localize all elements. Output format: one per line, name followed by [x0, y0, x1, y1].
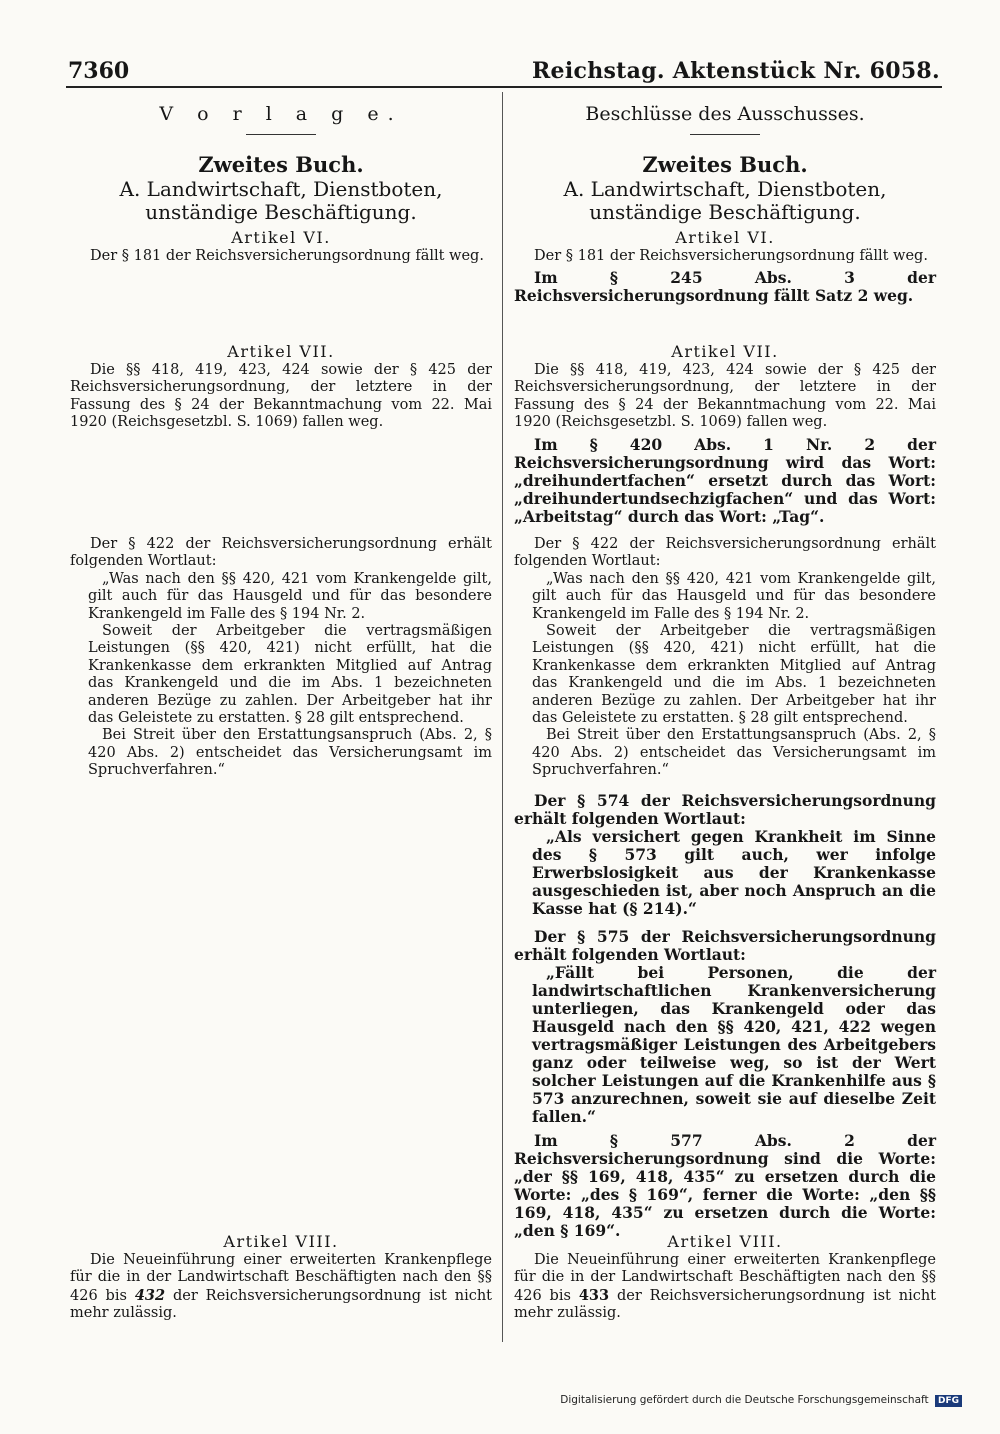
article-8-number: 433 — [578, 1286, 610, 1304]
book-block — [514, 152, 936, 305]
article-8-text — [514, 1252, 936, 1323]
p574-intro: Der § 574 der Reichsversicherungsordnung erhält folgenden Wortlaut: — [514, 791, 936, 828]
title-rule — [246, 134, 316, 135]
section-heading: A. Landwirtschaft, Dienstboten, unständige Beschäftigung. — [563, 177, 887, 224]
column-title: Beschlüsse des Ausschusses. — [585, 103, 865, 125]
article-8-number: 432 — [134, 1286, 166, 1304]
article-8-text — [70, 1252, 492, 1323]
article-8-title: Artikel VIII. — [667, 1232, 783, 1251]
dfg-logo: DFG — [935, 1395, 962, 1407]
p575-intro: Der § 575 der Reichsversicherungsordnung erhält folgenden Wortlaut: — [514, 927, 936, 964]
article-8-text-a: Die Neueinführung einer erweiterten Krankenpflege für die in der Landwirtschaft Beschäftigten nach den §§ 426 bis — [514, 1252, 936, 1304]
column-divider — [502, 92, 503, 1342]
p577-text: Im § 577 Abs. 2 der Reichsversicherungsordnung sind die Worte: „der §§ 169, 418, 435“ zu ersetzen durch die Worte: „des § 169“, ferner die Worte: „den §§ 169, 418, 435“ zu ersetzen durch die Worte: „den § 169“. — [514, 1131, 936, 1240]
article-7-block — [514, 342, 936, 526]
p422-intro: Der § 422 der Reichsversicherungsordnung erhält folgenden Wortlaut: — [514, 536, 936, 570]
article-6-title: Artikel VI. — [231, 228, 331, 247]
paragraph-422-block — [514, 536, 936, 780]
paragraph-577-block — [514, 1132, 936, 1240]
running-title: Reichstag. Aktenstück Nr. 6058. — [531, 58, 940, 84]
article-7-text: Die §§ 418, 419, 423, 424 sowie der § 425 der Reichsversicherungsordnung, der letztere in der Fassung des § 24 der Bekanntmachung vom 22. Mai 1920 (Reichsgesetzbl. S. 1069) fallen weg. — [514, 362, 936, 431]
paragraph-575-block — [514, 928, 936, 1126]
article-8-block — [514, 1232, 936, 1323]
book-heading: Zweites Buch. — [642, 152, 808, 177]
page-number: 7360 — [68, 58, 130, 84]
article-8-text-b: der Reichsversicherungsordnung ist nicht mehr zulässig. — [514, 1287, 937, 1322]
article-8-text-b: der Reichsversicherungsordnung ist nicht mehr zulässig. — [70, 1287, 493, 1322]
header-rule — [66, 86, 942, 88]
article-8-block — [70, 1232, 492, 1323]
article-6-title: Artikel VI. — [675, 228, 775, 247]
article-8-title: Artikel VIII. — [223, 1232, 339, 1251]
article-8-text-a: Die Neueinführung einer erweiterten Krankenpflege für die in der Landwirtschaft Beschäftigten nach den §§ 426 bis — [70, 1252, 492, 1304]
left-column-head — [70, 102, 492, 135]
page-header — [68, 58, 940, 84]
article-6-text: Der § 181 der Reichsversicherungsordnung fällt weg. — [90, 248, 484, 264]
article-7-amendment: Im § 420 Abs. 1 Nr. 2 der Reichsversicherungsordnung wird das Wort: „dreihundertfachen“ ersetzt durch das Wort: „dreihundertundsechzigfachen“ und das Wort: „Arbeitstag“ durch das Wort: „Tag“. — [514, 434, 936, 526]
column-title: V o r l a g e. — [159, 103, 403, 125]
p422-intro: Der § 422 der Reichsversicherungsordnung erhält folgenden Wortlaut: — [70, 536, 492, 570]
p422-quote-1: „Was nach den §§ 420, 421 vom Krankengelde gilt, gilt auch für das Hausgeld und für das besondere Krankengeld im Falle des § 194 Nr. 2. — [532, 570, 936, 622]
book-block — [70, 152, 492, 265]
article-6-amendment: Im § 245 Abs. 3 der Reichsversicherungsordnung fällt Satz 2 weg. — [514, 268, 936, 306]
paragraph-574-block — [514, 792, 936, 918]
p422-quote-1: „Was nach den §§ 420, 421 vom Krankengelde gilt, gilt auch für das Hausgeld und für das besondere Krankengeld im Falle des § 194 Nr. 2. — [88, 570, 492, 622]
title-rule — [690, 134, 760, 135]
article-7-title: Artikel VII. — [671, 342, 779, 361]
article-7-block — [70, 342, 492, 432]
p574-quote: „Als versichert gegen Krankheit im Sinne des § 573 gilt auch, wer infolge Erwerbslosigkeit aus der Krankenkasse ausgeschieden ist, aber noch Anspruch an die Kasse hat (§ 214).“ — [532, 827, 936, 918]
book-heading: Zweites Buch. — [198, 152, 364, 177]
credit-text: Digitalisierung gefördert durch die Deutsche Forschungsgemeinschaft — [560, 1394, 929, 1406]
right-column-head — [514, 102, 936, 135]
p422-quote-3: Bei Streit über den Erstattungsanspruch (Abs. 2, § 420 Abs. 2) entscheidet das Versicherungsamt im Spruchverfahren.“ — [88, 727, 492, 779]
p422-quote-2: Soweit der Arbeitgeber die vertragsmäßigen Leistungen (§§ 420, 421) nicht erfüllt, hat die Krankenkasse dem erkrankten Mitglied auf Antrag das Krankengeld und die im Abs. 1 bezeichneten anderen Bezüge zu zahlen. Der Arbeitgeber hat ihr das Geleistete zu erstatten. § 28 gilt entsprechend. — [88, 623, 492, 727]
section-heading: A. Landwirtschaft, Dienstboten, unständige Beschäftigung. — [119, 177, 443, 224]
digitization-credit — [560, 1394, 962, 1407]
article-7-title: Artikel VII. — [227, 342, 335, 361]
p575-quote: „Fällt bei Personen, die der landwirtschaftlichen Krankenversicherung unterliegen, das Krankengeld oder das Hausgeld nach den §§ 420, 421, 422 wegen vertragsmäßiger Leistungen des Arbeitgebers ganz oder teilweise weg, so ist der Wert solcher Leistungen auf die Krankenhilfe aus § 573 anzurechnen, soweit sie auf dieselbe Zeit fallen.“ — [532, 963, 936, 1126]
article-6-text: Der § 181 der Reichsversicherungsordnung fällt weg. — [534, 248, 928, 264]
p422-quote-2: Soweit der Arbeitgeber die vertragsmäßigen Leistungen (§§ 420, 421) nicht erfüllt, hat die Krankenkasse dem erkrankten Mitglied auf Antrag das Krankengeld und die im Abs. 1 bezeichneten anderen Bezüge zu zahlen. Der Arbeitgeber hat ihr das Geleistete zu erstatten. § 28 gilt entsprechend. — [532, 623, 936, 727]
paragraph-422-block — [70, 536, 492, 780]
p422-quote-3: Bei Streit über den Erstattungsanspruch (Abs. 2, § 420 Abs. 2) entscheidet das Versicherungsamt im Spruchverfahren.“ — [532, 727, 936, 779]
article-7-text: Die §§ 418, 419, 423, 424 sowie der § 425 der Reichsversicherungsordnung, der letztere in der Fassung des § 24 der Bekanntmachung vom 22. Mai 1920 (Reichsgesetzbl. S. 1069) fallen weg. — [70, 362, 492, 431]
